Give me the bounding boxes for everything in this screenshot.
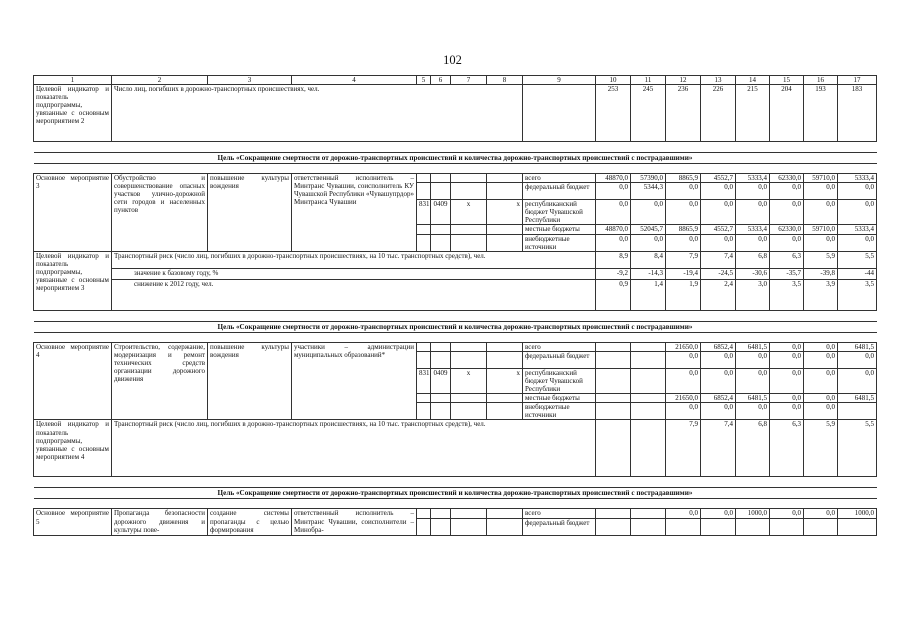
value-cell bbox=[770, 518, 804, 535]
value-cell: 0,0 bbox=[736, 183, 770, 200]
column-number: 7 bbox=[451, 76, 487, 85]
spacer-cell bbox=[34, 164, 877, 174]
column-number: 6 bbox=[431, 76, 451, 85]
indicator-label: Целевой индикатор и показатель подпрограммы, увязанные с основным мероприятием 2 bbox=[34, 85, 112, 142]
empty-cell bbox=[431, 509, 451, 518]
value-cell: 59710,0 bbox=[804, 174, 838, 183]
value-cell bbox=[631, 509, 666, 518]
empty-cell bbox=[431, 174, 451, 183]
measure-goal: создание системы пропаганды с целью формирования bbox=[208, 509, 292, 535]
measure-goal: повышение культуры вождения bbox=[208, 342, 292, 420]
funding-source: федеральный бюджет bbox=[523, 183, 596, 200]
value-cell: 0,0 bbox=[838, 368, 877, 393]
empty-cell bbox=[417, 225, 431, 234]
value-cell: 5344,3 bbox=[631, 183, 666, 200]
value-cell bbox=[838, 403, 877, 420]
value-cell bbox=[596, 342, 631, 351]
code-cell: x bbox=[451, 368, 487, 393]
goal-heading: Цель «Сокращение смертности от дорожно-транспортных происшествий и количества дорожно-транспортных происшествий с пострадавшими» bbox=[34, 153, 877, 164]
funding-source: внебюджетные источники bbox=[523, 234, 596, 251]
value-cell: 6481,5 bbox=[838, 394, 877, 403]
value-cell: -30,6 bbox=[736, 268, 770, 279]
empty-cell bbox=[487, 234, 523, 251]
indicator-text: Транспортный риск (число лиц, погибших в дорожно-транспортных происшествиях, на 10 тыс. транспортных средств), чел. bbox=[112, 420, 596, 477]
goal-heading: Цель «Сокращение смертности от дорожно-транспортных происшествий и количества дорожно-транспортных происшествий с пострадавшими» bbox=[34, 321, 877, 332]
value-cell: 204 bbox=[770, 85, 804, 142]
value-cell: 245 bbox=[631, 85, 666, 142]
value-cell: 5,5 bbox=[838, 251, 877, 268]
empty-cell bbox=[451, 342, 487, 351]
value-cell: 0,0 bbox=[770, 234, 804, 251]
value-cell: 52045,7 bbox=[631, 225, 666, 234]
value-cell: 0,0 bbox=[804, 183, 838, 200]
value-cell: 48870,0 bbox=[596, 174, 631, 183]
column-number: 10 bbox=[596, 76, 631, 85]
value-cell bbox=[666, 518, 701, 535]
value-cell bbox=[631, 351, 666, 368]
empty-cell bbox=[487, 183, 523, 200]
value-cell bbox=[631, 368, 666, 393]
value-cell: 48870,0 bbox=[596, 225, 631, 234]
value-cell: 6852,4 bbox=[701, 394, 736, 403]
spacer-row bbox=[34, 164, 877, 174]
value-cell: 6481,5 bbox=[838, 342, 877, 351]
measure-label: Основное мероприятие 3 bbox=[34, 174, 112, 252]
value-cell: 0,0 bbox=[701, 351, 736, 368]
empty-cell bbox=[487, 403, 523, 420]
value-cell: 6,8 bbox=[736, 420, 770, 477]
goal-heading: Цель «Сокращение смертности от дорожно-транспортных происшествий и количества дорожно-транспортных происшествий с пострадавшими» bbox=[34, 488, 877, 499]
value-cell bbox=[804, 518, 838, 535]
value-cell: 0,0 bbox=[666, 509, 701, 518]
empty-cell bbox=[487, 518, 523, 535]
value-cell: 5333,4 bbox=[736, 174, 770, 183]
value-cell: 0,0 bbox=[838, 234, 877, 251]
measure-goal: повышение культуры вождения bbox=[208, 174, 292, 252]
spacer-cell bbox=[34, 142, 877, 153]
value-cell bbox=[631, 394, 666, 403]
empty-cell bbox=[431, 342, 451, 351]
empty-cell bbox=[417, 183, 431, 200]
measure-label: Основное мероприятие 5 bbox=[34, 509, 112, 535]
value-cell: 0,0 bbox=[596, 234, 631, 251]
value-cell bbox=[596, 518, 631, 535]
empty-cell bbox=[451, 225, 487, 234]
value-cell: 0,0 bbox=[838, 183, 877, 200]
value-cell bbox=[701, 518, 736, 535]
empty-cell bbox=[451, 183, 487, 200]
funding-source: республиканский бюджет Чувашской Республики bbox=[523, 368, 596, 393]
value-cell: 0,0 bbox=[838, 351, 877, 368]
value-cell: 5,9 bbox=[804, 420, 838, 477]
value-cell: 2,4 bbox=[701, 279, 736, 310]
empty-cell bbox=[487, 225, 523, 234]
value-cell: 0,0 bbox=[770, 200, 804, 225]
column-number: 2 bbox=[112, 76, 208, 85]
funding-source: федеральный бюджет bbox=[523, 351, 596, 368]
measure-name: Обустройство и совершенствование опасных участков улично-дорожной сети городов и населенных пунктов bbox=[112, 174, 208, 252]
value-cell: 3,9 bbox=[804, 279, 838, 310]
empty-cell bbox=[487, 342, 523, 351]
value-cell: 3,5 bbox=[770, 279, 804, 310]
empty-cell bbox=[417, 342, 431, 351]
value-cell: 0,0 bbox=[770, 368, 804, 393]
header-row bbox=[34, 76, 877, 85]
indicator-row bbox=[34, 420, 877, 477]
code-cell: x bbox=[451, 200, 487, 225]
value-cell: 0,0 bbox=[770, 183, 804, 200]
empty-cell bbox=[451, 518, 487, 535]
funding-source: федеральный бюджет bbox=[523, 518, 596, 535]
value-cell: 0,0 bbox=[736, 351, 770, 368]
value-cell: 0,0 bbox=[804, 394, 838, 403]
column-number: 4 bbox=[292, 76, 417, 85]
value-cell bbox=[631, 342, 666, 351]
column-number: 14 bbox=[736, 76, 770, 85]
column-number: 5 bbox=[417, 76, 431, 85]
empty-cell bbox=[417, 351, 431, 368]
empty-cell bbox=[417, 509, 431, 518]
value-cell: 6852,4 bbox=[701, 342, 736, 351]
value-cell: 7,4 bbox=[701, 251, 736, 268]
value-cell: 0,0 bbox=[804, 403, 838, 420]
empty-cell bbox=[431, 225, 451, 234]
indicator-subrow bbox=[34, 279, 877, 310]
value-cell bbox=[596, 351, 631, 368]
value-cell bbox=[596, 509, 631, 518]
measure-name: Строительство, содержание, модернизация и ремонт технических средств организации дорожного движения bbox=[112, 342, 208, 420]
empty-cell bbox=[417, 403, 431, 420]
column-number: 13 bbox=[701, 76, 736, 85]
value-cell: 0,0 bbox=[596, 183, 631, 200]
value-cell: 0,0 bbox=[701, 234, 736, 251]
value-cell: 5,5 bbox=[838, 420, 877, 477]
measure-label: Основное мероприятие 4 bbox=[34, 342, 112, 420]
value-cell: 6481,5 bbox=[736, 342, 770, 351]
funding-row bbox=[34, 509, 877, 518]
value-cell: 4552,7 bbox=[701, 174, 736, 183]
spacer-row bbox=[34, 332, 877, 342]
empty-cell bbox=[451, 351, 487, 368]
empty-cell bbox=[487, 509, 523, 518]
value-cell: 0,9 bbox=[596, 279, 631, 310]
column-number: 8 bbox=[487, 76, 523, 85]
value-cell: 0,0 bbox=[770, 394, 804, 403]
value-cell: -9,2 bbox=[596, 268, 631, 279]
value-cell: 0,0 bbox=[666, 351, 701, 368]
column-number: 15 bbox=[770, 76, 804, 85]
value-cell: 0,0 bbox=[666, 403, 701, 420]
empty-cell bbox=[417, 234, 431, 251]
value-cell: 0,0 bbox=[701, 368, 736, 393]
value-cell: 0,0 bbox=[736, 234, 770, 251]
value-cell: 253 bbox=[596, 85, 631, 142]
value-cell bbox=[596, 420, 631, 477]
value-cell: -35,7 bbox=[770, 268, 804, 279]
code-cell: 0409 bbox=[431, 200, 451, 225]
value-cell: 5333,4 bbox=[838, 225, 877, 234]
value-cell bbox=[631, 518, 666, 535]
measure-name: Пропаганда безопасности дорожного движения и культуры пове- bbox=[112, 509, 208, 535]
value-cell: 21650,0 bbox=[666, 342, 701, 351]
value-cell bbox=[838, 518, 877, 535]
column-number: 1 bbox=[34, 76, 112, 85]
value-cell: 8865,9 bbox=[666, 174, 701, 183]
value-cell bbox=[596, 403, 631, 420]
value-cell: 7,9 bbox=[666, 251, 701, 268]
measure-responsible: ответственный исполнитель – Минтранс Чувашии, соисполнители – Минобра- bbox=[292, 509, 417, 535]
value-cell: 0,0 bbox=[804, 200, 838, 225]
code-cell: 831 bbox=[417, 200, 431, 225]
value-cell: 0,0 bbox=[770, 342, 804, 351]
column-number: 11 bbox=[631, 76, 666, 85]
empty-cell bbox=[451, 234, 487, 251]
goal-row bbox=[34, 488, 877, 499]
measure-responsible: участники – администрации муниципальных образований* bbox=[292, 342, 417, 420]
column-number: 3 bbox=[208, 76, 292, 85]
value-cell: 0,0 bbox=[701, 509, 736, 518]
empty-cell bbox=[487, 394, 523, 403]
value-cell: -14,3 bbox=[631, 268, 666, 279]
value-cell: 0,0 bbox=[666, 200, 701, 225]
column-number: 12 bbox=[666, 76, 701, 85]
value-cell: 0,0 bbox=[596, 200, 631, 225]
value-cell: 7,4 bbox=[701, 420, 736, 477]
value-cell: 183 bbox=[838, 85, 877, 142]
indicator-subtext: значение к базовому году, % bbox=[112, 268, 596, 279]
measure-responsible: ответственный исполнитель – Минтранс Чувашии, соисполнитель КУ Чувашской Республики «Чувашупрдор» Минтранса Чувашии bbox=[292, 174, 417, 252]
spacer-row bbox=[34, 310, 877, 321]
empty-cell bbox=[431, 351, 451, 368]
value-cell: 0,0 bbox=[804, 368, 838, 393]
value-cell: 57390,0 bbox=[631, 174, 666, 183]
value-cell: -19,4 bbox=[666, 268, 701, 279]
value-cell: 0,0 bbox=[736, 403, 770, 420]
value-cell: 0,0 bbox=[631, 200, 666, 225]
indicator-row bbox=[34, 85, 877, 142]
indicator-text: Число лиц, погибших в дорожно-транспортных происшествиях, чел. bbox=[112, 85, 523, 142]
value-cell: 6,8 bbox=[736, 251, 770, 268]
empty-cell bbox=[451, 403, 487, 420]
funding-source: всего bbox=[523, 509, 596, 518]
value-cell: 0,0 bbox=[804, 342, 838, 351]
empty-cell bbox=[487, 174, 523, 183]
value-cell bbox=[596, 368, 631, 393]
funding-source: местные бюджеты bbox=[523, 225, 596, 234]
value-cell: 0,0 bbox=[770, 403, 804, 420]
spacer-cell bbox=[34, 310, 877, 321]
spacer-row bbox=[34, 477, 877, 488]
goal-row bbox=[34, 153, 877, 164]
value-cell: 226 bbox=[701, 85, 736, 142]
spacer-cell bbox=[34, 499, 877, 509]
value-cell: 6481,5 bbox=[736, 394, 770, 403]
goal-row bbox=[34, 321, 877, 332]
spacer-row bbox=[34, 499, 877, 509]
page-number: 102 bbox=[443, 53, 462, 67]
empty-cell bbox=[431, 394, 451, 403]
value-cell: -24,5 bbox=[701, 268, 736, 279]
value-cell: 7,9 bbox=[666, 420, 701, 477]
value-cell: 236 bbox=[666, 85, 701, 142]
value-cell: 62330,0 bbox=[770, 225, 804, 234]
funding-source: местные бюджеты bbox=[523, 394, 596, 403]
value-cell: 1,9 bbox=[666, 279, 701, 310]
value-cell: 0,0 bbox=[666, 368, 701, 393]
empty-cell bbox=[417, 174, 431, 183]
funding-source: всего bbox=[523, 174, 596, 183]
value-cell: 0,0 bbox=[770, 351, 804, 368]
code-cell: 831 bbox=[417, 368, 431, 393]
indicator-subtext: снижение к 2012 году, чел. bbox=[112, 279, 596, 310]
value-cell bbox=[596, 394, 631, 403]
value-cell: 59710,0 bbox=[804, 225, 838, 234]
value-cell: 0,0 bbox=[666, 183, 701, 200]
value-cell: 1000,0 bbox=[736, 509, 770, 518]
value-cell: 215 bbox=[736, 85, 770, 142]
value-cell: 1000,0 bbox=[838, 509, 877, 518]
indicator-label: Целевой индикатор и показатель подпрограммы, увязанные с основным мероприятием 4 bbox=[34, 420, 112, 477]
spacer-cell bbox=[34, 332, 877, 342]
value-cell: 6,3 bbox=[770, 251, 804, 268]
empty-cell bbox=[417, 518, 431, 535]
code-cell: x bbox=[487, 200, 523, 225]
value-cell: 193 bbox=[804, 85, 838, 142]
value-cell: 0,0 bbox=[804, 234, 838, 251]
funding-source: внебюджетные источники bbox=[523, 403, 596, 420]
value-cell: 0,0 bbox=[770, 509, 804, 518]
code-cell: 0409 bbox=[431, 368, 451, 393]
empty-cell bbox=[431, 234, 451, 251]
value-cell: 21650,0 bbox=[666, 394, 701, 403]
value-cell bbox=[631, 403, 666, 420]
value-cell: 0,0 bbox=[701, 403, 736, 420]
empty-cell bbox=[451, 509, 487, 518]
indicator-label: Целевой индикатор и показатель подпрограммы, увязанные с основным мероприятием 3 bbox=[34, 251, 112, 310]
value-cell: 62330,0 bbox=[770, 174, 804, 183]
value-cell: 4552,7 bbox=[701, 225, 736, 234]
funding-row bbox=[34, 174, 877, 183]
empty-cell bbox=[417, 394, 431, 403]
code-cell: x bbox=[487, 368, 523, 393]
empty-cell bbox=[431, 403, 451, 420]
value-cell: 0,0 bbox=[666, 234, 701, 251]
value-cell: 0,0 bbox=[804, 509, 838, 518]
value-cell: 8,4 bbox=[631, 251, 666, 268]
column-number: 9 bbox=[523, 76, 596, 85]
program-table bbox=[33, 75, 877, 536]
value-cell bbox=[631, 420, 666, 477]
value-cell: 3,5 bbox=[838, 279, 877, 310]
empty-cell bbox=[451, 394, 487, 403]
column-number: 16 bbox=[804, 76, 838, 85]
empty-cell bbox=[487, 351, 523, 368]
value-cell: 8,9 bbox=[596, 251, 631, 268]
indicator-row bbox=[34, 251, 877, 268]
value-cell: 0,0 bbox=[736, 368, 770, 393]
spacer-cell bbox=[34, 477, 877, 488]
funding-source: республиканский бюджет Чувашской Республики bbox=[523, 200, 596, 225]
value-cell: -44 bbox=[838, 268, 877, 279]
value-cell: 5333,4 bbox=[838, 174, 877, 183]
indicator-subrow bbox=[34, 268, 877, 279]
value-cell: 0,0 bbox=[804, 351, 838, 368]
spacer-row bbox=[34, 142, 877, 153]
value-cell: 0,0 bbox=[736, 200, 770, 225]
value-cell: 1,4 bbox=[631, 279, 666, 310]
empty-cell bbox=[431, 183, 451, 200]
value-cell: 0,0 bbox=[838, 200, 877, 225]
value-cell: 5,9 bbox=[804, 251, 838, 268]
value-cell: 0,0 bbox=[701, 200, 736, 225]
value-cell: 8865,9 bbox=[666, 225, 701, 234]
value-cell: -39,8 bbox=[804, 268, 838, 279]
funding-row bbox=[34, 342, 877, 351]
empty-cell bbox=[451, 174, 487, 183]
value-cell: 6,3 bbox=[770, 420, 804, 477]
value-cell bbox=[736, 518, 770, 535]
empty-cell bbox=[431, 518, 451, 535]
indicator-text: Транспортный риск (число лиц, погибших в дорожно-транспортных происшествиях, на 10 тыс. транспортных средств), чел. bbox=[112, 251, 596, 268]
value-cell: 5333,4 bbox=[736, 225, 770, 234]
empty-cell bbox=[523, 85, 596, 142]
column-number: 17 bbox=[838, 76, 877, 85]
value-cell: 0,0 bbox=[701, 183, 736, 200]
funding-source: всего bbox=[523, 342, 596, 351]
value-cell: 0,0 bbox=[631, 234, 666, 251]
value-cell: 3,0 bbox=[736, 279, 770, 310]
